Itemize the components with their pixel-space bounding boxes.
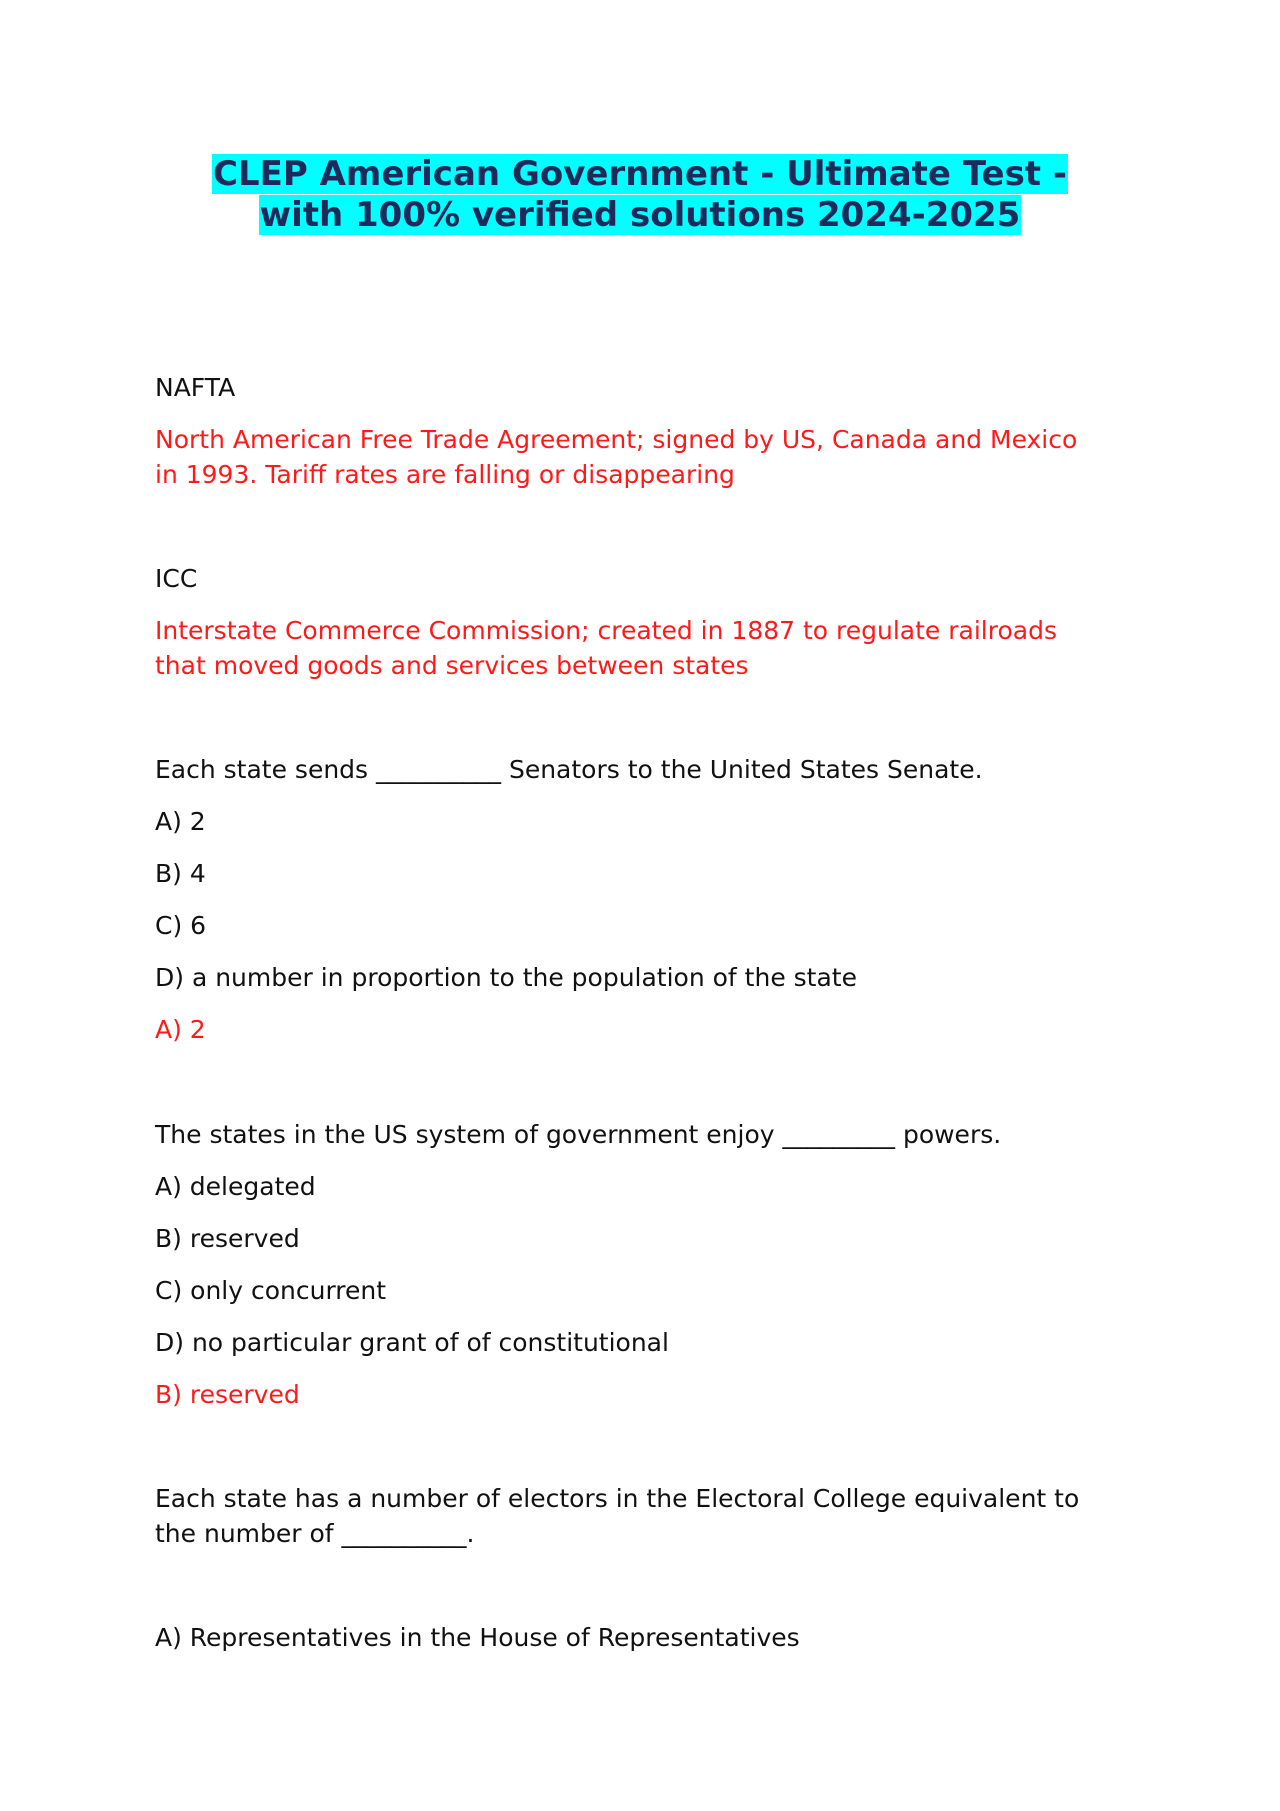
answer-icc	[155, 613, 1135, 683]
title-line-2: with 100% verified solutions 2024-2025	[259, 195, 1021, 235]
document-title	[155, 154, 1125, 236]
title-line-1: CLEP American Government - Ultimate Test -	[212, 154, 1068, 194]
answer-nafta-line-2: in 1993. Tariff rates are falling or disappearing	[155, 460, 735, 489]
question-3-line-2: the number of __________.	[155, 1519, 475, 1548]
question-2: The states in the US system of government enjoy _________ powers.	[155, 1120, 1002, 1149]
question-3-line-1: Each state has a number of electors in the Electoral College equivalent to	[155, 1484, 1080, 1513]
question-1: Each state sends __________ Senators to the United States Senate.	[155, 755, 983, 784]
question-1-option-b: B) 4	[155, 859, 206, 888]
question-2-option-c: C) only concurrent	[155, 1276, 387, 1305]
term-nafta: NAFTA	[155, 373, 236, 402]
answer-icc-line-2: that moved goods and services between states	[155, 651, 749, 680]
question-1-option-a: A) 2	[155, 807, 206, 836]
answer-nafta-line-1: North American Free Trade Agreement; signed by US, Canada and Mexico	[155, 425, 1078, 454]
question-3-option-a: A) Representatives in the House of Representatives	[155, 1623, 800, 1652]
question-2-answer: B) reserved	[155, 1380, 300, 1409]
question-2-option-d: D) no particular grant of of constitutional	[155, 1328, 669, 1357]
question-3	[155, 1481, 1135, 1551]
answer-icc-line-1: Interstate Commerce Commission; created in 1887 to regulate railroads	[155, 616, 1057, 645]
question-2-option-a: A) delegated	[155, 1172, 316, 1201]
question-2-option-b: B) reserved	[155, 1224, 300, 1253]
question-1-option-d: D) a number in proportion to the population of the state	[155, 963, 857, 992]
term-icc: ICC	[155, 564, 198, 593]
answer-nafta	[155, 422, 1135, 492]
question-1-option-c: C) 6	[155, 911, 207, 940]
question-1-answer: A) 2	[155, 1015, 206, 1044]
